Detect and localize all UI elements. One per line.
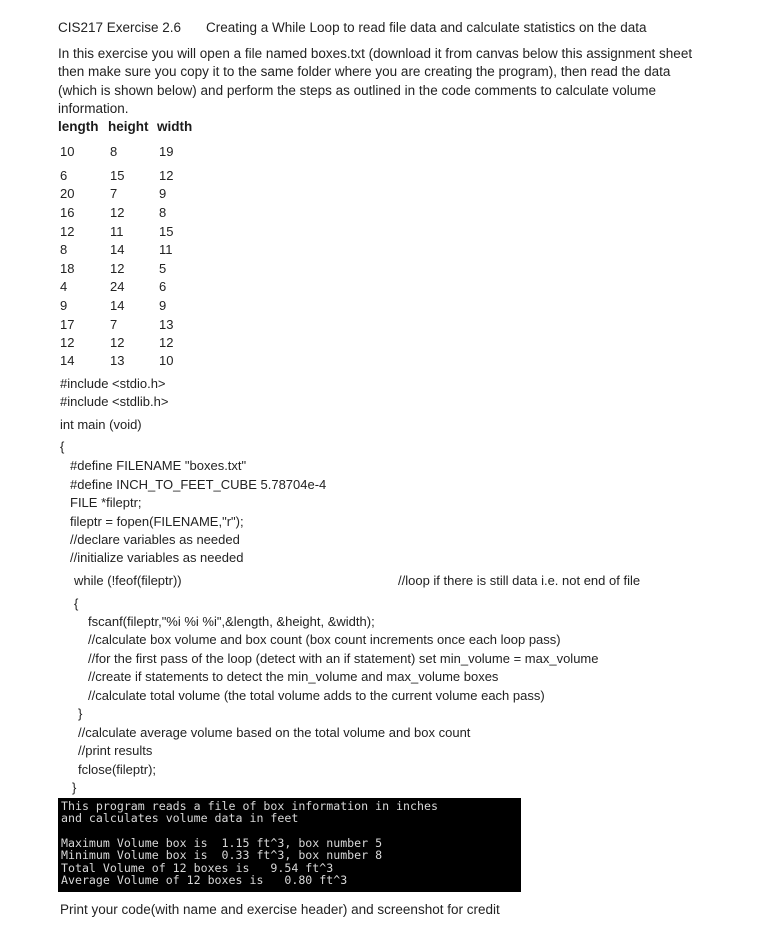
code-line-define-filename: #define FILENAME "boxes.txt" bbox=[70, 458, 247, 473]
cell-length: 10 bbox=[60, 144, 75, 159]
column-header-width: width bbox=[157, 119, 193, 134]
code-line-fclose: fclose(fileptr); bbox=[78, 762, 157, 777]
console-line: Minimum Volume box is 0.33 ft^3, box number 8 bbox=[61, 848, 383, 862]
cell-height: 7 bbox=[110, 317, 118, 332]
cell-length: 12 bbox=[60, 224, 75, 239]
cell-width: 10 bbox=[159, 353, 174, 368]
cell-length: 14 bbox=[60, 353, 75, 368]
cell-height: 14 bbox=[110, 298, 125, 313]
cell-length: 6 bbox=[60, 168, 68, 183]
cell-height: 15 bbox=[110, 168, 125, 183]
column-header-length: length bbox=[58, 119, 99, 134]
code-line-loop-open: { bbox=[74, 596, 79, 611]
console-line: This program reads a file of box information in inches bbox=[61, 799, 438, 813]
console-output bbox=[58, 798, 521, 892]
code-line-while: while (!feof(fileptr)) bbox=[74, 573, 182, 588]
cell-width: 5 bbox=[159, 261, 167, 276]
code-line-comment-init: //initialize variables as needed bbox=[70, 550, 244, 565]
cell-length: 16 bbox=[60, 205, 75, 220]
credit-instruction: Print your code(with name and exercise header) and screenshot for credit bbox=[60, 902, 500, 917]
console-line: and calculates volume data in feet bbox=[61, 811, 299, 825]
cell-width: 15 bbox=[159, 224, 174, 239]
code-line-while-comment: //loop if there is still data i.e. not end of file bbox=[398, 573, 641, 588]
cell-width: 8 bbox=[159, 205, 167, 220]
code-line-main: int main (void) bbox=[60, 417, 142, 432]
code-line-comment-create-if: //create if statements to detect the min_volume and max_volume boxes bbox=[88, 669, 499, 684]
cell-height: 12 bbox=[110, 261, 125, 276]
cell-width: 12 bbox=[159, 168, 174, 183]
cell-height: 12 bbox=[110, 205, 125, 220]
cell-width: 19 bbox=[159, 144, 174, 159]
cell-width: 13 bbox=[159, 317, 174, 332]
code-line-comment-declare: //declare variables as needed bbox=[70, 532, 240, 547]
cell-height: 24 bbox=[110, 279, 125, 294]
cell-height: 14 bbox=[110, 242, 125, 257]
code-line-comment-print: //print results bbox=[78, 743, 153, 758]
cell-length: 12 bbox=[60, 335, 75, 350]
code-line-include-stdio: #include <stdio.h> bbox=[60, 376, 166, 391]
code-line-loop-close: } bbox=[78, 706, 83, 721]
cell-length: 18 bbox=[60, 261, 75, 276]
code-line-fscanf: fscanf(fileptr,"%i %i %i",&length, &height, &width); bbox=[88, 614, 375, 629]
code-line-open-brace: { bbox=[60, 439, 65, 454]
code-line-comment-calc: //calculate box volume and box count (box count increments once each loop pass) bbox=[88, 632, 561, 647]
cell-width: 11 bbox=[159, 242, 173, 257]
cell-length: 4 bbox=[60, 279, 68, 294]
exercise-title: Creating a While Loop to read file data and calculate statistics on the data bbox=[206, 20, 647, 35]
cell-width: 9 bbox=[159, 186, 167, 201]
intro-paragraph: In this exercise you will open a file named boxes.txt (download it from canvas below this assignment sheet then make sure you copy it to the same folder where you are creating the program), then read the data (which is shown below) and perform the steps as outlined in the code comments to calculate volume information. bbox=[58, 46, 693, 117]
console-line: Average Volume of 12 boxes is 0.80 ft^3 bbox=[61, 873, 348, 887]
cell-height: 13 bbox=[110, 353, 125, 368]
cell-width: 12 bbox=[159, 335, 174, 350]
console-line: Maximum Volume box is 1.15 ft^3, box number 5 bbox=[61, 836, 383, 850]
code-line-fopen: fileptr = fopen(FILENAME,"r"); bbox=[70, 514, 244, 529]
exercise-label: CIS217 Exercise 2.6 bbox=[58, 20, 182, 35]
cell-length: 8 bbox=[60, 242, 68, 257]
code-line-close-brace: } bbox=[72, 780, 77, 795]
code-line-comment-avg: //calculate average volume based on the total volume and box count bbox=[78, 725, 471, 740]
cell-width: 9 bbox=[159, 298, 167, 313]
cell-length: 17 bbox=[60, 317, 75, 332]
console-line: Total Volume of 12 boxes is 9.54 ft^3 bbox=[61, 861, 334, 875]
cell-height: 7 bbox=[110, 186, 118, 201]
cell-length: 20 bbox=[60, 186, 75, 201]
column-header-height: height bbox=[108, 119, 149, 134]
cell-width: 6 bbox=[159, 279, 167, 294]
code-line-define-inch: #define INCH_TO_FEET_CUBE 5.78704e-4 bbox=[70, 477, 327, 492]
cell-height: 11 bbox=[110, 224, 124, 239]
cell-length: 9 bbox=[60, 298, 68, 313]
cell-height: 8 bbox=[110, 144, 118, 159]
cell-height: 12 bbox=[110, 335, 125, 350]
code-line-include-stdlib: #include <stdlib.h> bbox=[60, 394, 169, 409]
code-line-file-ptr: FILE *fileptr; bbox=[70, 495, 142, 510]
code-line-comment-first: //for the first pass of the loop (detect with an if statement) set min_volume = max_volume bbox=[88, 651, 599, 666]
code-line-comment-total: //calculate total volume (the total volume adds to the current volume each pass) bbox=[88, 688, 545, 703]
